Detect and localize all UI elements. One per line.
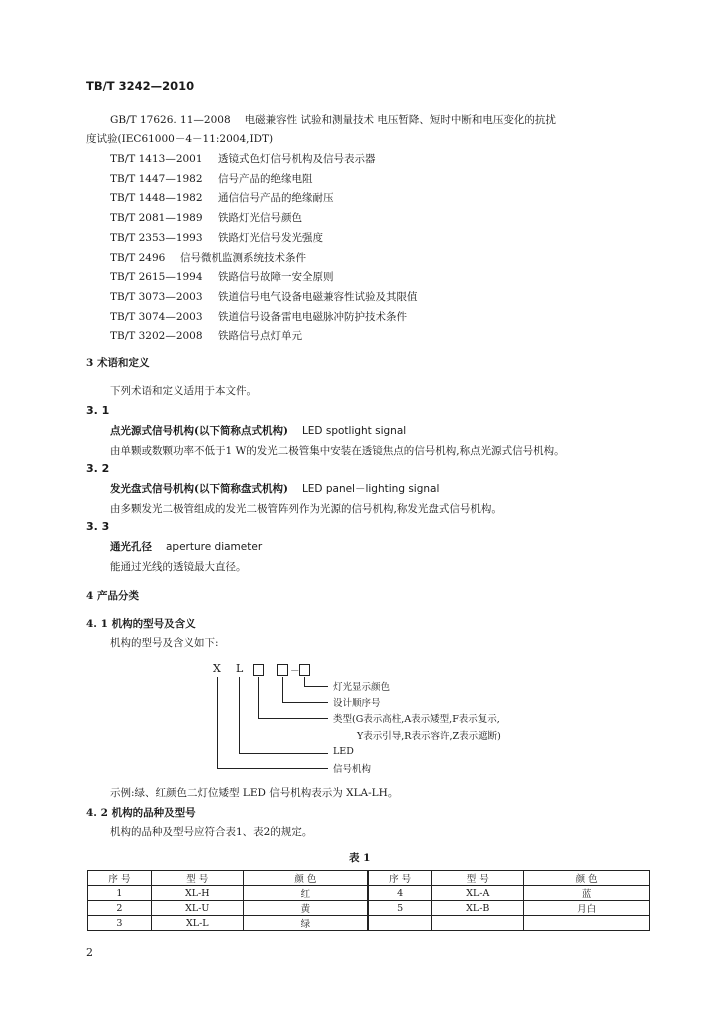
- diagram-letter-l: L: [236, 662, 244, 675]
- reference-item: TB/T 3073—2003 铁道信号电气设备电磁兼容性试验及其限值: [110, 290, 418, 303]
- diagram-box-type: [253, 664, 264, 676]
- table-cell: 4: [368, 886, 432, 901]
- diagram-dash: －: [290, 666, 300, 677]
- table-cell: 3: [88, 916, 152, 931]
- diagram-label-order: 设计顺序号: [333, 698, 381, 709]
- term-definition: 由多颗发光二极管组成的发光二极管阵列作为光源的信号机构,称发光盘式信号机构。: [110, 503, 502, 515]
- diagram-letter-x: X: [213, 662, 221, 675]
- table-cell: [368, 916, 432, 931]
- section-4-1-text: 机构的型号及含义如下:: [110, 637, 219, 649]
- diagram-label-signal: 信号机构: [333, 764, 372, 775]
- diagram-line-l: [239, 677, 240, 753]
- table-cell: 月白: [524, 901, 650, 916]
- term-definition: 由单颗或数颗功率不低于1 W的发光二极管集中安装在透镜焦点的信号机构,称点光源式信号机构。: [110, 445, 565, 457]
- term-number: 3. 3: [86, 520, 110, 533]
- diagram-line-order: [282, 677, 283, 702]
- diagram-label-type-cont: Y表示引导,R表示容许,Z表示遮断): [357, 731, 501, 742]
- table-cell: 5: [368, 901, 432, 916]
- reference-gb-title: 电磁兼容性 试验和测量技术 电压暂降、短时中断和电压变化的抗扰: [244, 114, 556, 126]
- table-cell: 1: [88, 886, 152, 901]
- table-row: [88, 916, 650, 931]
- reference-item: TB/T 1448—1982 通信信号产品的绝缘耐压: [110, 192, 334, 205]
- table-cell: 黄: [243, 901, 368, 916]
- table-cell: XL-H: [151, 886, 243, 901]
- term-number: 3. 1: [86, 404, 110, 417]
- reference-item: TB/T 1413—2001 透镜式色灯信号机构及信号表示器: [110, 153, 376, 165]
- reference-gb-line2: 度试验(IEC61000－4－11:2004,IDT): [86, 133, 274, 145]
- diagram-label-led: LED: [333, 746, 354, 757]
- reference-item: TB/T 2496 信号微机监测系统技术条件: [110, 251, 306, 264]
- table-cell: XL-L: [151, 916, 243, 931]
- table-cell: XL-A: [432, 886, 524, 901]
- document-code-header: TB/T 3242—2010: [86, 79, 195, 93]
- table-cell: 绿: [243, 916, 368, 931]
- diagram-box-color: [299, 664, 310, 676]
- section-3-intro: 下列术语和定义适用于本文件。: [110, 385, 257, 397]
- table-header-cell: 型 号: [151, 871, 243, 886]
- table-row: [88, 886, 650, 901]
- diagram-hline-signal: [217, 768, 328, 769]
- reference-gb-line1: [110, 111, 556, 131]
- table-cell: [432, 916, 524, 931]
- table-cell: [524, 916, 650, 931]
- term-heading: 发光盘式信号机构(以下简称盘式机构) LED panel－lighting signal: [110, 483, 440, 495]
- table-cell: 蓝: [524, 886, 650, 901]
- table-row: [88, 901, 650, 916]
- section-4-2-heading: 4. 2 机构的品种及型号: [86, 807, 196, 819]
- diagram-label-type: 类型(G表示高柱,A表示矮型,F表示复示,: [333, 714, 500, 725]
- reference-list: [110, 150, 418, 347]
- reference-item: TB/T 3202—2008 铁路信号点灯单元: [110, 330, 302, 343]
- table-cell: XL-B: [432, 901, 524, 916]
- table-header-cell: 型 号: [432, 871, 524, 886]
- table-1: [87, 870, 650, 931]
- diagram-line-type: [258, 677, 259, 718]
- diagram-hline-led: [239, 753, 328, 754]
- term-number: 3. 2: [86, 462, 110, 475]
- diagram-label-color: 灯光显示颜色: [333, 682, 391, 693]
- table-header-cell: 颜 色: [243, 871, 368, 886]
- table-header-row: [88, 871, 650, 886]
- diagram-hline-type: [258, 718, 328, 719]
- diagram-box-order: [277, 664, 288, 676]
- term-heading: 点光源式信号机构(以下简称点式机构) LED spotlight signal: [110, 425, 407, 437]
- section-4-2-text: 机构的品种及型号应符合表1、表2的规定。: [110, 826, 313, 838]
- table-cell: 红: [243, 886, 368, 901]
- section-4-heading: 4 产品分类: [86, 590, 139, 602]
- reference-item: TB/T 2081—1989 铁路灯光信号颜色: [110, 212, 302, 225]
- table-header-cell: 颜 色: [524, 871, 650, 886]
- table-cell: XL-U: [151, 901, 243, 916]
- reference-gb-code: GB/T 17626. 11—2008: [110, 114, 231, 126]
- table-cell: 2: [88, 901, 152, 916]
- diagram-hline-order: [282, 702, 328, 703]
- diagram-line-color: [304, 677, 305, 686]
- reference-item: TB/T 2615—1994 铁路信号故障一安全原则: [110, 271, 334, 284]
- reference-item: TB/T 2353—1993 铁路灯光信号发光强度: [110, 231, 323, 244]
- example-text: 示例:绿、红颜色二灯位矮型 LED 信号机构表示为 XLA-LH。: [110, 787, 399, 799]
- section-4-1-heading: 4. 1 机构的型号及含义: [86, 618, 196, 630]
- reference-item: TB/T 3074—2003 铁道信号设备雷电电磁脉冲防护技术条件: [110, 310, 407, 323]
- reference-item: TB/T 1447—1982 信号产品的绝缘电阻: [110, 172, 313, 185]
- table-header-cell: 序 号: [88, 871, 152, 886]
- section-3-heading: 3 术语和定义: [86, 357, 150, 369]
- term-definition: 能通过光线的透镜最大直径。: [110, 561, 247, 573]
- diagram-line-x: [217, 677, 218, 768]
- table-header-cell: 序 号: [368, 871, 432, 886]
- diagram-hline-color: [304, 686, 328, 687]
- term-heading: 通光孔径 aperture diameter: [110, 541, 263, 553]
- page-number: 2: [86, 946, 93, 959]
- table-1-caption: 表 1: [349, 852, 371, 864]
